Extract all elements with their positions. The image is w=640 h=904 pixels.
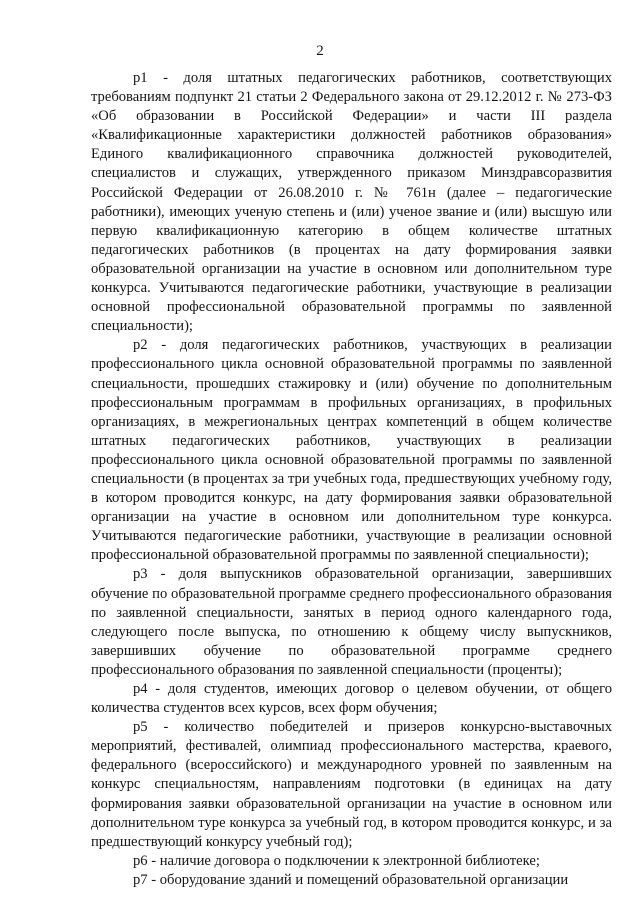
paragraph-p1 (91, 69, 612, 336)
indicator-definition: - количество победителей и призеров конкурсно-выставочных мероприятий, фестивалей, олимпиад профессионального мастерства, краевого, федерального (всероссийского) и международного уровней по заявленным на конкурс специальностям, направлениям подготовки (в единицах на дату формирования заявки образовательной организации на участие в основном или дополнительном туре конкурса за учебный год, в котором проводится конкурс, и за предшествующий конкурсу учебный год); (91, 719, 612, 850)
indicator-definition: - доля студентов, имеющих договор о целевом обучении, от общего количества студентов всех курсов, всех форм обучения; (91, 681, 612, 717)
paragraph-p7 (91, 871, 612, 890)
indicator-definition: - оборудование зданий и помещений образовательной организации (147, 871, 569, 888)
indicator-definition: - доля выпускников образовательной организации, завершивших обучение по образовательной программе среднего профессионального образования по заявленной специальности, занятых в период одного календарного года, следующего после выпуска, по отношению к общему числу выпускников, завершивших обучение по образовательной программе среднего профессионального образования по заявленной специальности (проценты); (91, 566, 612, 678)
paragraph-p6 (91, 852, 612, 871)
paragraph-p5 (91, 718, 612, 852)
indicator-term: р7 (133, 871, 148, 888)
indicator-definition: - наличие договора о подключении к электронной библиотеке; (147, 852, 540, 869)
indicator-term: р4 (133, 681, 148, 697)
page-number: 2 (316, 43, 324, 59)
document-body (91, 69, 612, 890)
indicator-term: р1 (133, 70, 148, 86)
indicator-definition: - доля штатных педагогических работников, соответствующих требованиям подпункт 21 статьи 2 Федерального закона от 29.12.2012 г. № 273-ФЗ «Об образовании в Российской Федерации» и части III раздела «Квалификационные характеристики должностей работников образования» Единого квалификационного справочника должностей руководителей, специалистов и служащих, утвержденного приказом Минздравсоразвития Российской Федерации от 26.08.2010 г. № 761н (далее – педагогические работники), имеющих ученую степень и (или) ученое звание и (или) высшую или первую квалификационную категорию в общем количестве штатных педагогических работников (в процентах на дату формирования заявки образовательной организации на участие в основном или дополнительном туре конкурса. Учитываются педагогические работники, участвующие в реализации основной профессиональной образовательной программы по заявленной специальности); (91, 70, 612, 335)
indicator-term: р5 (133, 719, 148, 736)
paragraph-p3 (91, 565, 612, 680)
indicator-term: р2 (133, 337, 148, 354)
indicator-term: р3 (133, 566, 148, 583)
indicator-term: р6 (133, 852, 148, 869)
paragraph-p2 (91, 336, 612, 565)
paragraph-p4 (91, 680, 612, 718)
indicator-definition: - доля педагогических работников, участвующих в реализации профессионального цикла основной образовательной программы по заявленной специальности, прошедших стажировку и (или) обучение по дополнительным профессиональным программам в профильных организациях, в профильных организациях, в межрегиональных центрах компетенций в общем количестве штатных педагогических работников, участвующих в реализации профессионального цикла основной образовательной программы по заявленной специальности (в процентах за три учебных года, предшествующих учебному году, в котором проводится конкурс, на дату формирования заявки образовательной организации на участие в основном или дополнительном туре конкурса. Учитываются педагогические работники, участвующие в реализации основной профессиональной образовательной программы по заявленной специальности); (91, 337, 612, 564)
